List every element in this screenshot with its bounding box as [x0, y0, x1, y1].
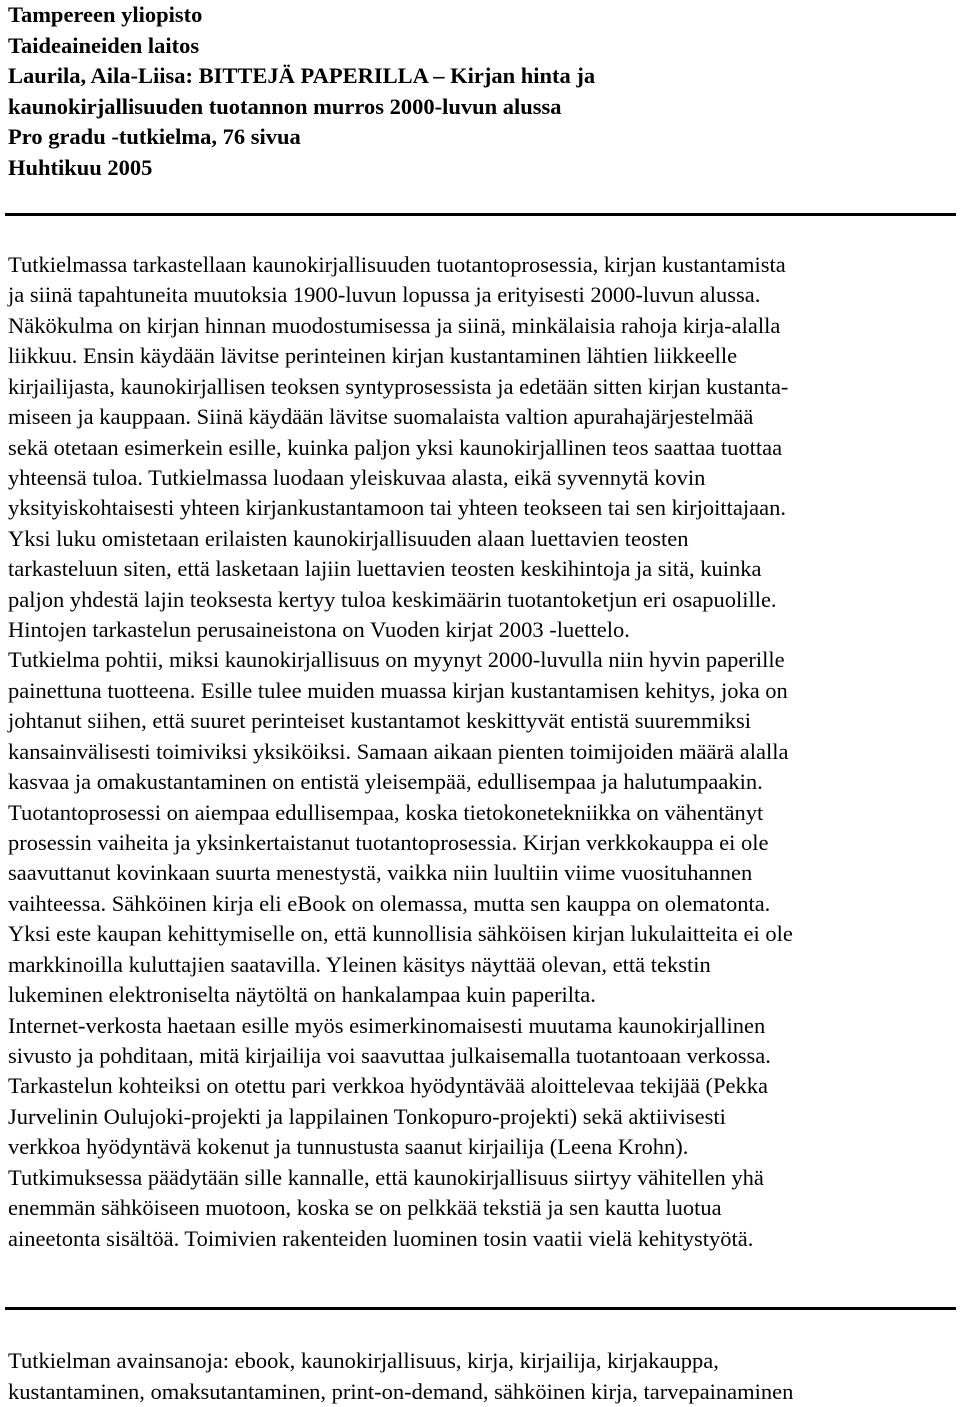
abstract-line: kasvaa ja omakustantaminen on entistä yleisempää, edullisempaa ja halutumpaakin.: [8, 769, 763, 795]
abstract-line: painettuna tuotteena. Esille tulee muiden muassa kirjan kustantamisen kehitys, joka on: [8, 677, 788, 703]
abstract-line: Yksi este kaupan kehittymiselle on, että kunnollisia sähköisen kirjan lukulaitteita ei ole: [8, 921, 793, 947]
abstract-line: sekä otetaan esimerkein esille, kuinka paljon yksi kaunokirjallinen teos saattaa tuottaa: [8, 434, 783, 460]
university-name: Tampereen yliopisto: [8, 2, 203, 27]
abstract-line: Jurvelinin Oulujoki-projekti ja lappilainen Tonkopuro-projekti) sekä aktiivisesti: [8, 1103, 726, 1129]
abstract-line: aineetonta sisältöä. Toimivien rakenteiden luominen tosin vaatii vielä kehitystyötä.: [8, 1225, 754, 1251]
abstract-line: prosessin vaiheita ja yksinkertaistanut tuotantoprosessia. Kirjan verkkokauppa ei ole: [8, 830, 769, 856]
abstract-line: Tutkimuksessa päädytään sille kannalle, että kaunokirjallisuus siirtyy vähitellen yhä: [8, 1164, 764, 1190]
keywords-line-2: kustantaminen, omaksutantaminen, print-on-demand, sähköinen kirja, tarvepainaminen: [8, 1378, 794, 1404]
abstract-line: Hintojen tarkastelun perusaineistona on Vuoden kirjat 2003 -luettelo.: [8, 617, 630, 643]
abstract-line: Yksi luku omistetaan erilaisten kaunokirjallisuuden alaan luettavien teosten: [8, 525, 689, 551]
abstract-line: ja siinä tapahtuneita muutoksia 1900-luvun lopussa ja erityisesti 2000-luvun alussa.: [8, 282, 761, 308]
document-header: [8, 0, 952, 184]
thesis-title-line-1: Laurila, Aila-Liisa: BITTEJÄ PAPERILLA – Kirjan hinta ja: [8, 63, 596, 89]
abstract-line: markkinoilla kuluttajien saatavilla. Yleinen käsitys näyttää olevan, että tekstin: [8, 951, 711, 977]
keywords-line-1: Tutkielman avainsanoja: ebook, kaunokirjallisuus, kirja, kirjailija, kirjakauppa,: [8, 1348, 719, 1373]
abstract-line: Internet-verkosta haetaan esille myös esimerkinomaisesti muutama kaunokirjallinen: [8, 1012, 766, 1038]
keywords-section: [8, 1346, 958, 1407]
abstract-line: paljon yhdestä lajin teoksesta kertyy tuloa keskimäärin tuotantoketjun eri osapuolille.: [8, 586, 777, 612]
thesis-type: Pro gradu -tutkielma, 76 sivua: [8, 124, 301, 150]
abstract-line: kirjailijasta, kaunokirjallisen teoksen syntyprosessista ja edetään sitten kirjan kustanta-: [8, 373, 789, 399]
thesis-title-line-2: kaunokirjallisuuden tuotannon murros 2000-luvun alussa: [8, 93, 562, 119]
abstract-line: yhteensä tuloa. Tutkielmassa luodaan yleiskuvaa alasta, eikä syvennytä kovin: [8, 464, 706, 490]
department-name: Taideaineiden laitos: [8, 32, 200, 58]
abstract-line: verkkoa hyödyntävä kokenut ja tunnustusta saanut kirjailija (Leena Krohn).: [8, 1134, 689, 1160]
thesis-date: Huhtikuu 2005: [8, 154, 153, 180]
abstract-line: lukeminen elektroniselta näytöltä on hankalampaa kuin paperilta.: [8, 982, 596, 1008]
abstract-line: Tutkielmassa tarkastellaan kaunokirjallisuuden tuotantoprosessia, kirjan kustantamista: [8, 252, 786, 277]
abstract-line: johtanut siihen, että suuret perinteiset kustantamot keskittyvät entistä suuremmiksi: [8, 708, 751, 734]
abstract-line: Tarkastelun kohteiksi on otettu pari verkkoa hyödyntävää aloittelevaa tekijää (Pekka: [8, 1073, 769, 1099]
keywords-divider: [5, 1307, 956, 1310]
abstract-line: liikkuu. Ensin käydään lävitse perinteinen kirjan kustantaminen lähtien liikkeelle: [8, 343, 738, 369]
abstract-line: Tutkielma pohtii, miksi kaunokirjallisuus on myynyt 2000-luvulla niin hyvin paperille: [8, 647, 785, 673]
abstract-line: Tuotantoprosessi on aiempaa edullisempaa, koska tietokonetekniikka on vähentänyt: [8, 799, 764, 825]
abstract-line: tarkasteluun siten, että lasketaan lajiin luettavien teosten keskihintoja ja sitä, kuinka: [8, 556, 762, 582]
abstract-line: yksityiskohtaisesti yhteen kirjankustantamoon tai yhteen teokseen tai sen kirjoittajaan.: [8, 495, 786, 521]
abstract-line: Näkökulma on kirjan hinnan muodostumisessa ja siinä, minkälaisia rahoja kirja-alalla: [8, 312, 781, 338]
abstract-line: enemmän sähköiseen muotoon, koska se on pelkkää tekstiä ja sen kautta luotua: [8, 1195, 722, 1221]
abstract-line: vaihteessa. Sähköinen kirja eli eBook on olemassa, mutta sen kauppa on olematonta.: [8, 890, 771, 916]
header-divider: [5, 213, 956, 216]
abstract-line: saavuttanut kovinkaan suurta menestystä, vaikka niin luultiin viime vuosituhannen: [8, 860, 753, 886]
abstract-line: sivusto ja pohditaan, mitä kirjailija voi saavuttaa julkaisemalla tuotantoaan verkossa.: [8, 1042, 771, 1068]
abstract-body: [8, 250, 952, 1254]
abstract-line: miseen ja kauppaan. Siinä käydään lävitse suomalaista valtion apurahajärjestelmää: [8, 404, 754, 430]
abstract-line: kansainvälisesti toimiviksi yksiköiksi. Samaan aikaan pienten toimijoiden määrä alalla: [8, 738, 789, 764]
